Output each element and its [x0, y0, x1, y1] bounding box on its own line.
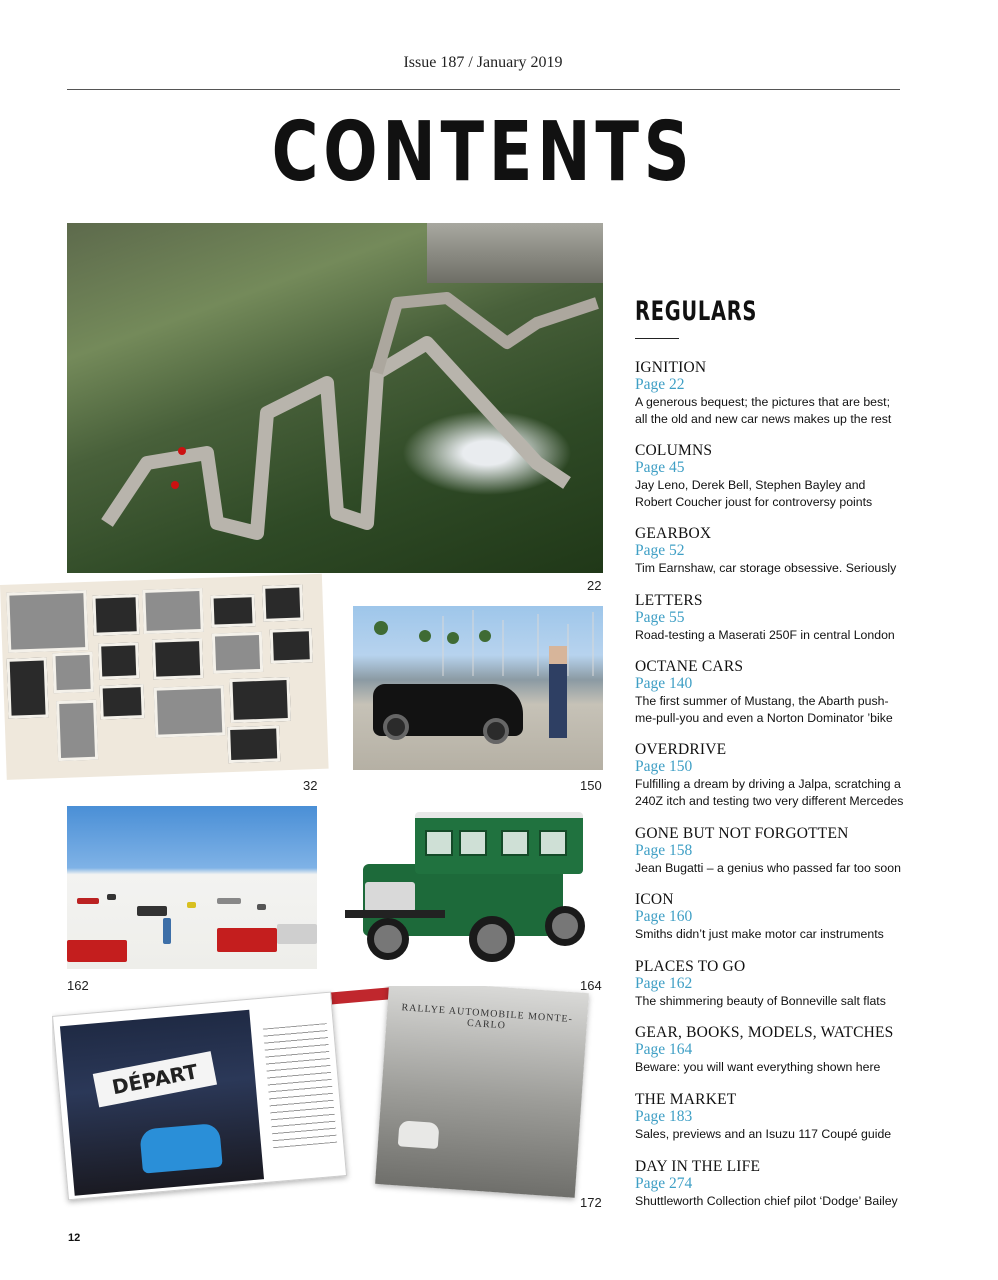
book-title: RALLYE AUTOMOBILE MONTE-CARLO — [401, 1002, 574, 1032]
salt-flats-photo — [67, 806, 317, 969]
book-right-page — [375, 986, 589, 1198]
entry-title: THE MARKET — [635, 1091, 737, 1108]
entry-page-link[interactable]: Page 274 — [635, 1175, 693, 1192]
print — [56, 700, 98, 761]
print — [229, 677, 290, 723]
marina-car-photo — [353, 606, 603, 770]
regular-entry — [635, 592, 935, 644]
book-left-page — [52, 992, 347, 1201]
regular-entry — [635, 958, 935, 1010]
depart-photo — [60, 1010, 264, 1196]
rover-grille — [365, 882, 415, 912]
entry-page-link[interactable]: Page 164 — [635, 1041, 693, 1058]
print — [142, 588, 203, 634]
entry-description: Jay Leno, Derek Bell, Stephen Bayley and — [635, 478, 866, 492]
entry-title: GONE BUT NOT FORGOTTEN — [635, 825, 849, 842]
rover-window — [425, 830, 453, 856]
photo-caption-number: 22 — [587, 578, 602, 593]
entry-description: Robert Coucher joust for controversy points — [635, 495, 873, 509]
entry-page-link[interactable]: Page 162 — [635, 975, 693, 992]
issue-line: Issue 187 / January 2019 — [403, 54, 563, 71]
header-rule — [67, 89, 900, 90]
entry-page-link[interactable]: Page 22 — [635, 376, 685, 393]
car — [217, 898, 241, 904]
car — [137, 906, 167, 916]
entry-page-link[interactable]: Page 55 — [635, 609, 685, 626]
regular-entry — [635, 359, 935, 428]
hairpin-road-photo — [67, 223, 603, 573]
silver-car — [398, 1120, 440, 1149]
print — [212, 632, 263, 674]
regular-entry — [635, 525, 935, 577]
entry-description: Sales, previews and an Isuzu 117 Coupé guide — [635, 1127, 892, 1141]
wheel — [383, 714, 409, 740]
entry-title: PLACES TO GO — [635, 958, 746, 975]
entry-description: all the old and new car news makes up the rest — [635, 412, 892, 426]
print — [98, 642, 139, 679]
car — [257, 904, 266, 910]
print — [154, 685, 226, 737]
entry-title: DAY IN THE LIFE — [635, 1158, 761, 1175]
entry-title: ICON — [635, 891, 674, 908]
rover-bumper — [345, 910, 445, 918]
page-number: 12 — [68, 1232, 81, 1244]
road-switchbacks — [67, 223, 603, 573]
entry-title: COLUMNS — [635, 442, 713, 459]
entry-description: Tim Earnshaw, car storage obsessive. Seriously — [635, 561, 897, 575]
print — [152, 638, 203, 680]
wheel — [469, 916, 515, 962]
print — [262, 584, 303, 621]
wheel — [483, 718, 509, 744]
print — [100, 684, 145, 720]
entry-title: LETTERS — [635, 592, 703, 609]
photo-caption-number: 164 — [580, 978, 602, 993]
entry-description: 240Z itch and testing two very different Mercedes — [635, 794, 904, 808]
entry-page-link[interactable]: Page 140 — [635, 675, 693, 692]
entry-description: Smiths didn’t just make motor car instruments — [635, 927, 884, 941]
entry-page-link[interactable]: Page 160 — [635, 908, 693, 925]
photo-caption-number: 32 — [303, 778, 318, 793]
car — [107, 894, 116, 900]
regular-entry — [635, 741, 935, 810]
print — [6, 590, 88, 653]
print — [270, 628, 313, 663]
print — [52, 652, 93, 693]
entry-description: Jean Bugatti – a genius who passed far too soon — [635, 861, 901, 875]
entry-description: The first summer of Mustang, the Abarth push- — [635, 694, 889, 708]
photo-caption-number: 172 — [580, 1195, 602, 1210]
wheel — [367, 918, 409, 960]
page-title: CONTENTS — [271, 105, 695, 200]
regular-entry — [635, 1158, 935, 1210]
car — [187, 902, 196, 908]
regular-entry — [635, 1091, 935, 1143]
entry-page-link[interactable]: Page 158 — [635, 842, 693, 859]
entry-description: Fulfilling a dream by driving a Jalpa, scratching a — [635, 777, 901, 791]
entry-title: OCTANE CARS — [635, 658, 744, 675]
entry-page-link[interactable]: Page 52 — [635, 542, 685, 559]
car — [217, 928, 277, 952]
book-text-block — [263, 1023, 337, 1148]
entry-description: Road-testing a Maserati 250F in central London — [635, 628, 895, 642]
rover-window — [539, 830, 567, 856]
entry-description: A generous bequest; the pictures that are best; — [635, 395, 890, 409]
regular-entry — [635, 891, 935, 943]
section-heading: REGULARS — [635, 296, 758, 327]
print — [92, 594, 139, 636]
entry-page-link[interactable]: Page 183 — [635, 1108, 693, 1125]
depart-sign: DÉPART — [93, 1051, 217, 1107]
blue-porsche — [139, 1123, 223, 1174]
entry-title: OVERDRIVE — [635, 741, 727, 758]
entry-description: Beware: you will want everything shown here — [635, 1060, 881, 1074]
man-figure — [549, 646, 567, 738]
entry-description: me-pull-you and even a Norton Dominator ’bike — [635, 711, 893, 725]
person — [163, 918, 171, 944]
print — [7, 657, 49, 718]
entry-page-link[interactable]: Page 45 — [635, 459, 685, 476]
regular-entry — [635, 1024, 935, 1076]
entry-page-link[interactable]: Page 150 — [635, 758, 693, 775]
archive-prints-photo — [0, 574, 329, 780]
entry-description: The shimmering beauty of Bonneville salt flats — [635, 994, 886, 1008]
rover-cab — [415, 812, 583, 874]
print — [211, 594, 256, 628]
rover-window — [459, 830, 487, 856]
regular-entry — [635, 442, 935, 511]
print — [227, 725, 280, 763]
entry-description: Shuttleworth Collection chief pilot ‘Dodge’ Bailey — [635, 1194, 898, 1208]
entry-title: IGNITION — [635, 359, 707, 376]
photo-caption-number: 162 — [67, 978, 89, 993]
regular-entry — [635, 658, 935, 727]
entry-title: GEARBOX — [635, 525, 712, 542]
section-rule — [635, 338, 679, 339]
photo-caption-number: 150 — [580, 778, 602, 793]
land-rover-photo — [345, 806, 603, 969]
monte-carlo-book-photo — [52, 986, 603, 1208]
car — [277, 924, 317, 944]
wheel — [545, 906, 585, 946]
car — [77, 898, 99, 904]
car — [67, 940, 127, 962]
regular-entry — [635, 825, 935, 877]
rover-window — [501, 830, 529, 856]
entry-title: GEAR, BOOKS, MODELS, WATCHES — [635, 1024, 894, 1041]
